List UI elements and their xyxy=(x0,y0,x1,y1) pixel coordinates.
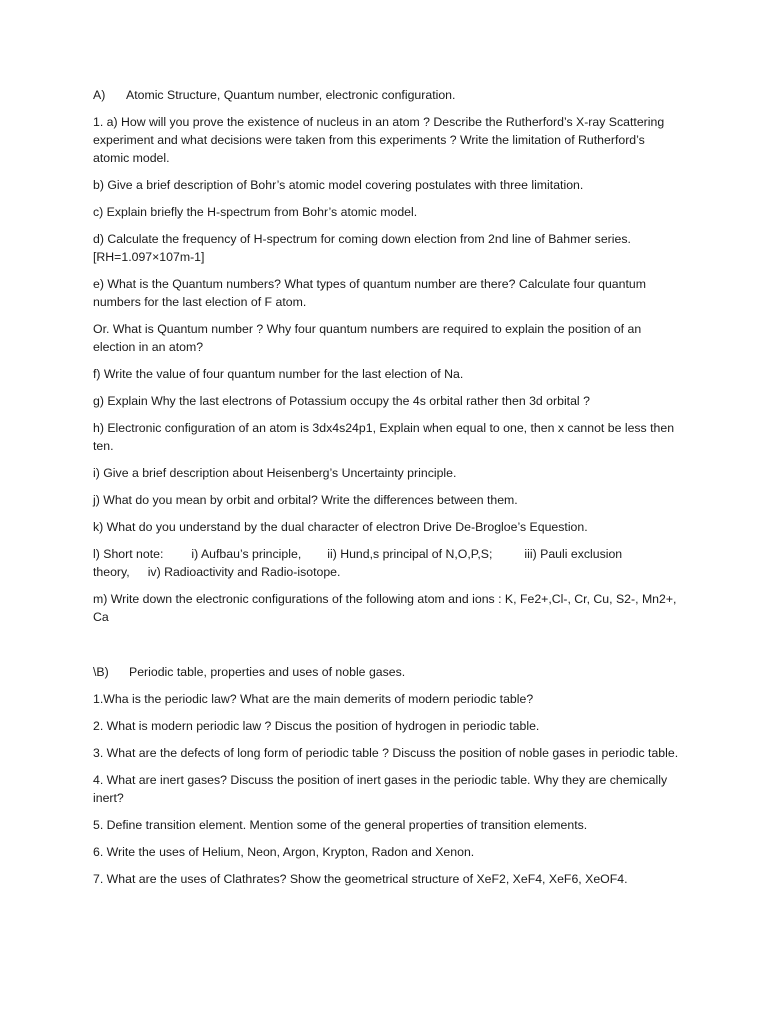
document-page xyxy=(93,86,683,897)
question-k: k) What do you understand by the dual character of electron Drive De-Broglоe’s Equestion. xyxy=(93,520,588,534)
question-b2: 2. What is modern periodic law ? Discus the position of hydrogen in periodic table. xyxy=(93,719,540,733)
question-d: d) Calculate the frequency of H-spectrum for coming down election from 2nd line of Bahmer series. [RH=1.097×107m-1] xyxy=(93,232,631,264)
question-i: i) Give a brief description about Heisenberg’s Uncertainty principle. xyxy=(93,466,457,480)
question-f: f) Write the value of four quantum number for the last election of Na. xyxy=(93,367,464,381)
short-note-item-4: iv) Radioactivity and Radio-isotope. xyxy=(147,565,341,579)
question-c: c) Explain briefly the H-spectrum from Bohr’s atomic model. xyxy=(93,205,418,219)
section-b-mark: \B) xyxy=(93,665,109,679)
question-b1: 1.Wha is the periodic law? What are the main demerits of modern periodic table? xyxy=(93,692,534,706)
section-a-title: Atomic Structure, Quantum number, electronic configuration. xyxy=(126,88,456,102)
question-1a: 1. a) How will you prove the existence of nucleus in an atom ? Describe the Rutherford’s X-ray Scattering experiment and what decisions were taken from this experiments ? Write the limitation of Rutherford’s atomic model. xyxy=(93,115,665,165)
question-b: b) Give a brief description of Bohr’s atomic model covering postulates with three limitation. xyxy=(93,178,584,192)
question-b4: 4. What are inert gases? Discuss the position of inert gases in the periodic table. Why they are chemically inert? xyxy=(93,773,668,805)
question-b7: 7. What are the uses of Clathrates? Show the geometrical structure of XeF2, XeF4, XeF6, XeOF4. xyxy=(93,872,628,886)
section-b-heading xyxy=(93,663,683,681)
section-spacer xyxy=(93,635,683,663)
question-b3: 3. What are the defects of long form of periodic table ? Discuss the position of noble gases in periodic table. xyxy=(93,746,679,760)
question-g: g) Explain Why the last electrons of Potassium occupy the 4s orbital rather then 3d orbital ? xyxy=(93,394,590,408)
question-h: h) Electronic configuration of an atom is 3dx4s24p1, Explain when equal to one, then x cannot be less then ten. xyxy=(93,421,675,453)
question-e-alternative: Or. What is Quantum number ? Why four quantum numbers are required to explain the position of an election in an atom? xyxy=(93,322,642,354)
question-m: m) Write down the electronic configurations of the following atom and ions : K, Fe2+,Cl-, Cr, Cu, S2-, Mn2+, Ca xyxy=(93,592,677,624)
section-a-heading xyxy=(93,86,683,104)
question-e: e) What is the Quantum numbers? What types of quantum number are there? Calculate four quantum numbers for the last election of F atom. xyxy=(93,277,646,309)
question-b6: 6. Write the uses of Helium, Neon, Argon, Krypton, Radon and Xenon. xyxy=(93,845,475,859)
short-note-item-3: iii) Pauli exclusion theory, xyxy=(93,547,623,579)
question-l-short-note xyxy=(93,545,683,581)
question-j: j) What do you mean by orbit and orbital? Write the differences between them. xyxy=(93,493,518,507)
short-note-item-1: i) Aufbau’s principle, xyxy=(191,547,302,561)
short-note-label: l) Short note: xyxy=(93,547,164,561)
section-a-mark: A) xyxy=(93,88,106,102)
question-b5: 5. Define transition element. Mention some of the general properties of transition elements. xyxy=(93,818,588,832)
section-b-title: Periodic table, properties and uses of noble gases. xyxy=(129,665,406,679)
short-note-item-2: ii) Hund,s principal of N,O,P,S; xyxy=(327,547,493,561)
